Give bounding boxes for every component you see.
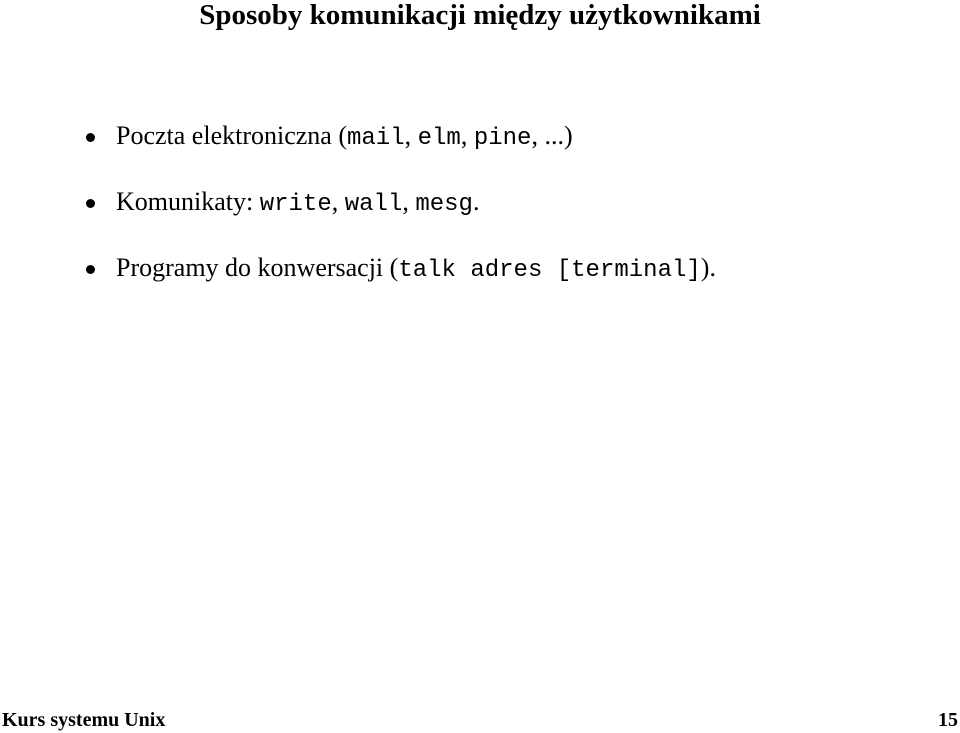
bullet-item-messages <box>84 184 716 250</box>
bullet-list <box>84 118 716 316</box>
separator: , <box>402 187 416 216</box>
separator: , <box>460 121 474 150</box>
command-wall: wall <box>344 191 403 218</box>
bullet-dot-icon <box>86 199 95 208</box>
bullet-item-chat <box>84 250 716 316</box>
command-elm: elm <box>417 125 461 152</box>
command-write: write <box>259 191 332 218</box>
bullet-text: Komunikaty: <box>116 187 260 216</box>
command-pine: pine <box>473 125 532 152</box>
bullet-suffix: . <box>472 187 480 216</box>
slide-title: Sposoby komunikacji między użytkownikami <box>199 0 761 31</box>
separator: , <box>331 187 345 216</box>
footer-page-number: 15 <box>938 709 958 731</box>
separator: , <box>404 121 418 150</box>
bullet-dot-icon <box>86 133 95 142</box>
bullet-text: Programy do konwersacji ( <box>116 253 399 282</box>
bullet-suffix: ). <box>700 253 716 282</box>
command-mail: mail <box>347 125 405 152</box>
bullet-dot-icon <box>86 265 95 274</box>
bullet-item-email <box>84 118 716 184</box>
bullet-suffix: , ...) <box>531 121 573 150</box>
footer-course-title: Kurs systemu Unix <box>2 709 166 731</box>
bullet-text: Poczta elektroniczna ( <box>116 121 347 150</box>
command-talk: talk adres [terminal] <box>398 257 701 284</box>
command-mesg: mesg <box>415 191 473 218</box>
